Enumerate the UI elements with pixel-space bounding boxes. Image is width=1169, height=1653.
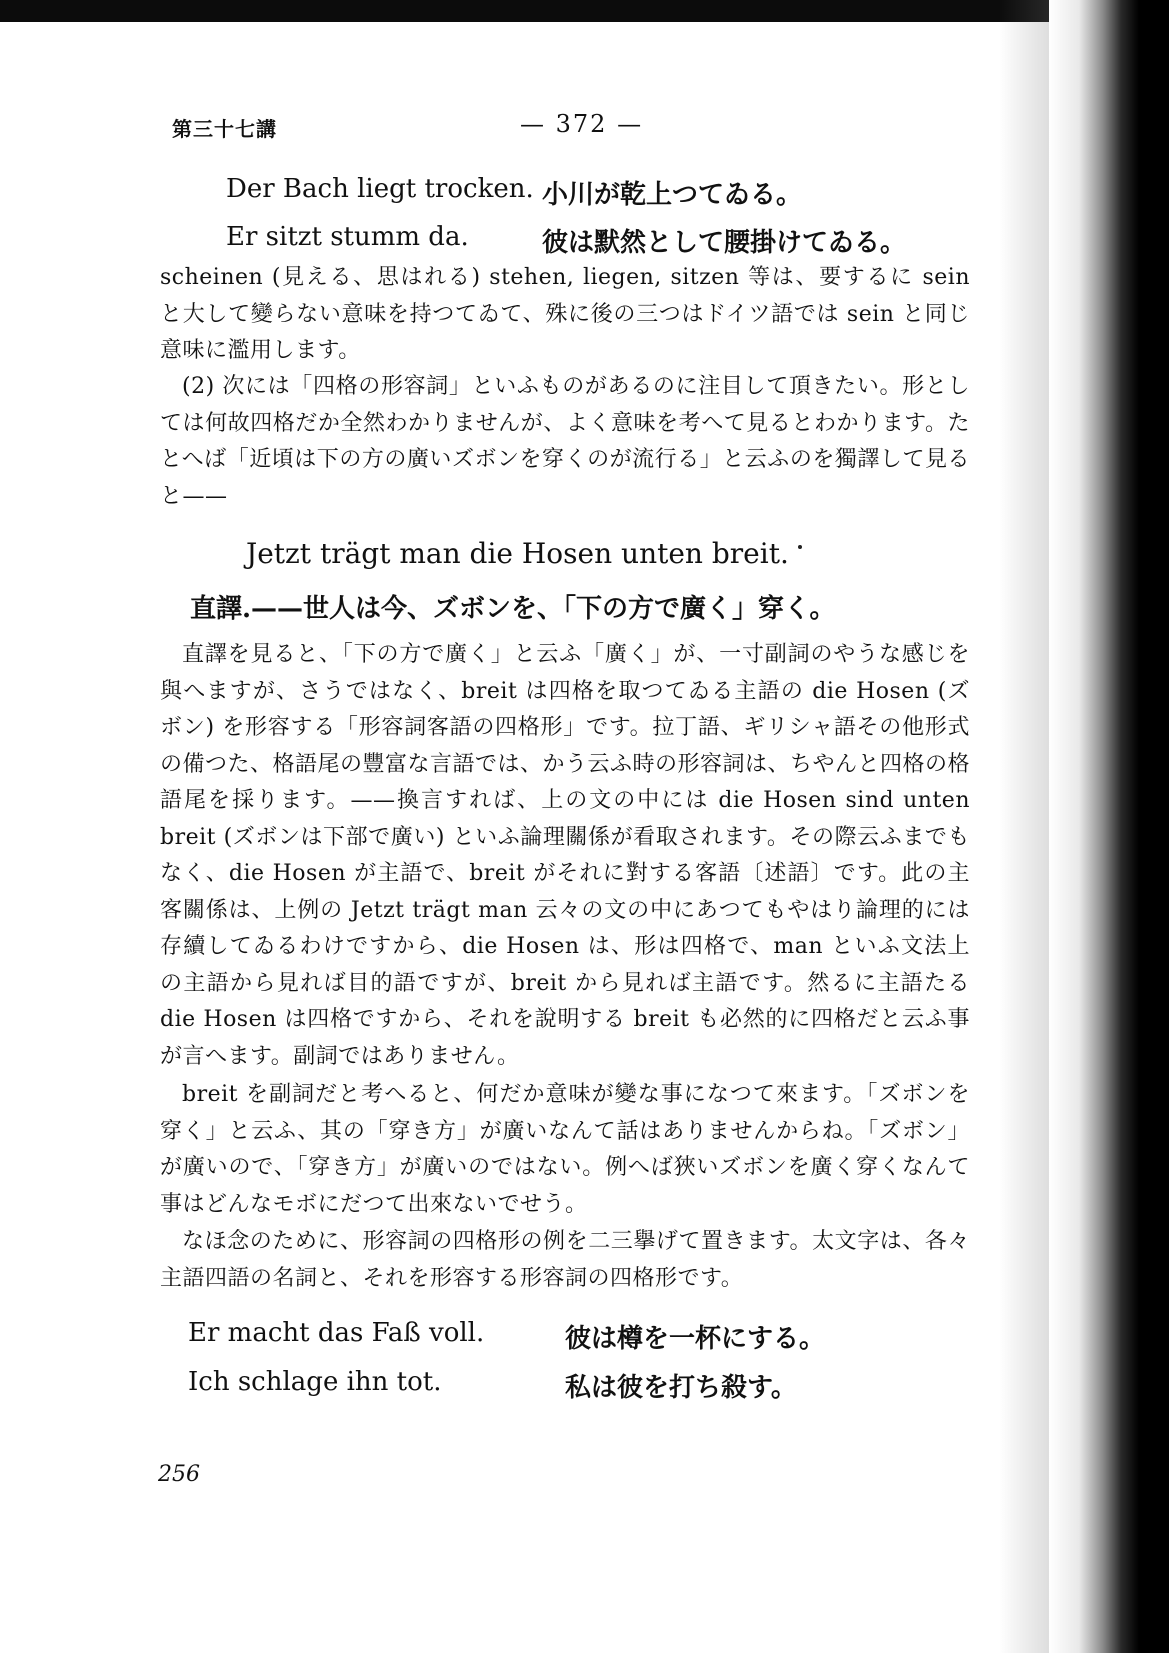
example-pair-3 (160, 1318, 1020, 1366)
paragraph-1: scheinen (見える、思はれる) stehen, liegen, sitzen 等は、要するに sein と大して變らない意味を持つてゐて、殊に後の三つはドイツ語では sein と同じ意味に濫用します。 (160, 265, 970, 363)
example-pair-1 (160, 174, 1020, 222)
german-example: Jetzt trägt man die Hosen unten breit. (246, 537, 789, 570)
japanese-translation: 私は彼を打ち殺す。 (565, 1373, 797, 1403)
running-header-lesson: 第三十七講 (172, 117, 277, 141)
german-sentence: Ich schlage ihn tot. (188, 1367, 442, 1397)
japanese-translation: 彼は默然として腰掛けてゐる。 (542, 228, 907, 258)
scan-right-shadow (1049, 0, 1169, 1653)
paragraph-2: (2) 次には「四格の形容詞」といふものがあるのに注目して頂きたい。形としては何故四格だか全然わかりませんが、よく意味を考へて見るとわかります。たとへば「近頃は下の方の廣いズボンを穿くのが流行る」と云ふのを獨譯して見ると—— (160, 374, 970, 509)
german-sentence: Er sitzt stumm da. (226, 222, 469, 252)
page-number: — 372 — (520, 110, 644, 138)
japanese-translation: 彼は樽を一杯にする。 (565, 1324, 826, 1354)
paragraph-5: なほ念のために、形容詞の四格形の例を二三擧げて置きます。太文字は、各々主語四語の名詞と、それを形容する形容詞の四格形です。 (160, 1229, 970, 1291)
paragraph-4: breit を副詞だと考へると、何だか意味が變な事になつて來ます。「ズボンを穿く」と云ふ、其の「穿き方」が廣いなんて話はありませんからね。「ズボン」が廣いので、「穿き方」が廣いのではない。例へば狹いズボンを廣く穿くなんて事はどんなモボにだつて出來ないでせう。 (160, 1082, 970, 1217)
book-page (160, 0, 1020, 1653)
german-sentence: Er macht das Faß voll. (188, 1318, 485, 1348)
folio-number: 256 (158, 1462, 200, 1487)
japanese-translation: 小川が乾上つてゐる。 (542, 180, 803, 210)
example-pair-4 (160, 1367, 1020, 1415)
german-sentence: Der Bach liegt trocken. (226, 174, 534, 204)
paragraph-3: 直譯を見ると、「下の方で廣く」と云ふ「廣く」が、一寸副詞のやうな感じを與へますが、さうではなく、breit は四格を取つてゐる主語の die Hosen (ズボン) を形容する「形容詞客語の四格形」です。拉丁語、ギリシャ語その他形式の備つた、格語尾の豐富な言語では、かう云ふ時の形容詞は、ちやんと四格の格語尾を採ります。——換言すれば、上の文の中には die Hosen sind unten breit (ズボンは下部で廣い) といふ論理關係が看取されます。その際云ふまでもなく、die Hosen が主語で、breit がそれに對する客語〔述語〕です。此の主客關係は、上例の Jetzt trägt man 云々の文の中にあつてもやはり論理的には存續してゐるわけですから、die Hosen は、形は四格で、man といふ文法上の主語から見れば目的語ですが、breit から見れば主語です。然るに主語たる die Hosen は四格ですから、それを說明する breit も必然的に四格だと云ふ事が言へます。副詞ではありません。 (160, 642, 971, 1069)
scan-speck (798, 545, 802, 549)
literal-translation: 直譯.——世人は今、ズボンを、「下の方で廣く」穿く。 (190, 594, 836, 624)
